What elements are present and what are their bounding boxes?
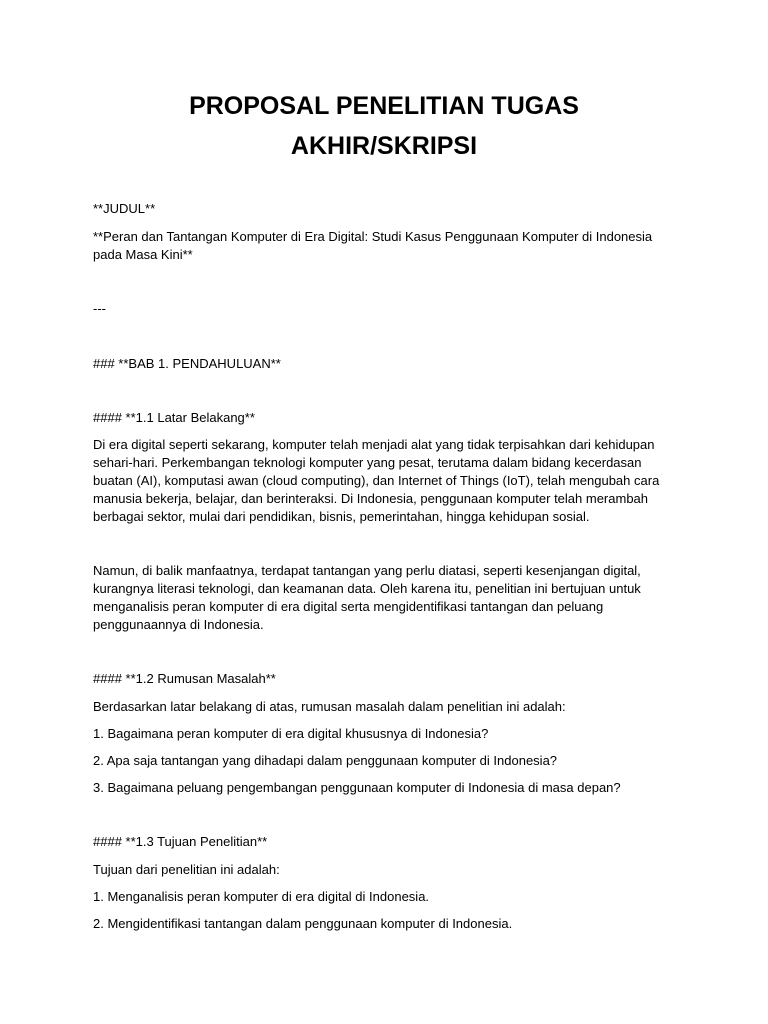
separator: ---	[93, 301, 106, 316]
document-title-line-1: PROPOSAL PENELITIAN TUGAS	[189, 92, 579, 120]
latar-belakang-heading: #### **1.1 Latar Belakang**	[93, 410, 255, 425]
paragraph-line: buatan (AI), komputasi awan (cloud computing), dan Internet of Things (IoT), telah mengubah cara	[93, 473, 660, 488]
bab1-heading: ### **BAB 1. PENDAHULUAN**	[93, 356, 281, 371]
rumusan-masalah-heading: #### **1.2 Rumusan Masalah**	[93, 671, 276, 686]
tujuan-penelitian-item: 2. Mengidentifikasi tantangan dalam penggunaan komputer di Indonesia.	[93, 916, 513, 931]
document-title-line-2: AKHIR/SKRIPSI	[290, 132, 478, 160]
paragraph-line: menganalisis peran komputer di era digital serta mengidentifikasi tantangan dan peluang	[93, 599, 604, 614]
tujuan-penelitian-intro: Tujuan dari penelitian ini adalah:	[93, 862, 280, 877]
judul-label: **JUDUL**	[93, 201, 156, 216]
paragraph-line: kurangnya literasi teknologi, dan keamanan data. Oleh karena itu, penelitian ini bertujuan untuk	[93, 581, 641, 596]
judul-text-line: **Peran dan Tantangan Komputer di Era Digital: Studi Kasus Penggunaan Komputer di Indonesia	[93, 229, 653, 244]
rumusan-masalah-item: 2. Apa saja tantangan yang dihadapi dalam penggunaan komputer di Indonesia?	[93, 753, 558, 768]
judul-text-line: pada Masa Kini**	[93, 247, 193, 262]
rumusan-masalah-item: 1. Bagaimana peran komputer di era digital khususnya di Indonesia?	[93, 726, 489, 741]
rumusan-masalah-item: 3. Bagaimana peluang pengembangan penggunaan komputer di Indonesia di masa depan?	[93, 780, 621, 795]
latar-belakang-paragraph-2	[93, 562, 673, 634]
rumusan-masalah-intro: Berdasarkan latar belakang di atas, rumusan masalah dalam penelitian ini adalah:	[93, 699, 566, 714]
latar-belakang-paragraph-1	[93, 436, 673, 526]
judul-text	[93, 228, 673, 264]
paragraph-line: manusia bekerja, belajar, dan berinteraksi. Di Indonesia, penggunaan komputer telah merambah	[93, 491, 649, 506]
paragraph-line: sehari-hari. Perkembangan teknologi komputer yang pesat, terutama dalam bidang kecerdasan	[93, 455, 642, 470]
paragraph-line: penggunaannya di Indonesia.	[93, 617, 264, 632]
tujuan-penelitian-item: 1. Menganalisis peran komputer di era digital di Indonesia.	[93, 889, 430, 904]
tujuan-penelitian-heading: #### **1.3 Tujuan Penelitian**	[93, 834, 268, 849]
paragraph-line: Di era digital seperti sekarang, komputer telah menjadi alat yang tidak terpisahkan dari kehidupan	[93, 437, 655, 452]
paragraph-line: Namun, di balik manfaatnya, terdapat tantangan yang perlu diatasi, seperti kesenjangan digital,	[93, 563, 641, 578]
paragraph-line: berbagai sektor, mulai dari pendidikan, bisnis, pemerintahan, hingga kehidupan sosial.	[93, 509, 590, 524]
